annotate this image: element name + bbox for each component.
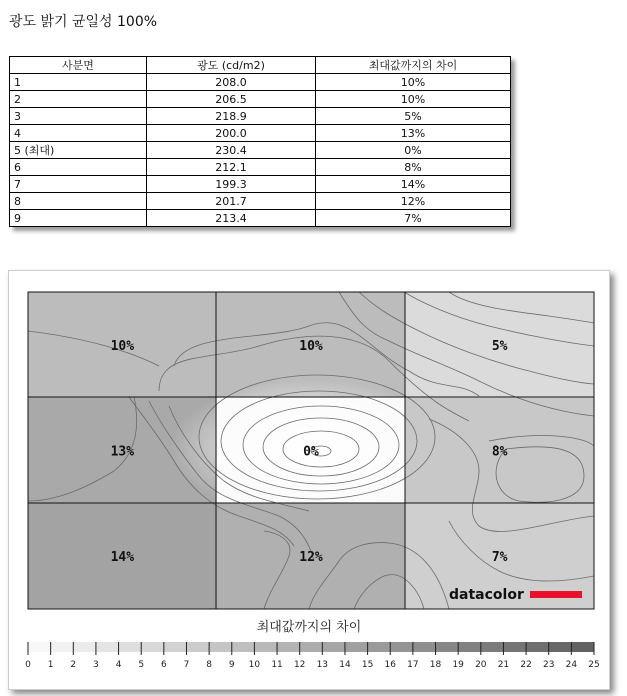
scale-swatch [458, 642, 481, 652]
scale-tick-label: 15 [361, 660, 374, 670]
page-title: 광도 밝기 균일성 100% [9, 14, 158, 30]
cell-quadrant: 2 [10, 91, 147, 108]
cell-quadrant: 8 [10, 193, 147, 210]
scale-tick-label: 22 [520, 660, 532, 670]
quadrant-label-1: 10% [110, 338, 135, 354]
scale-title: 최대값까지의 차이 [256, 620, 362, 635]
cell-quadrant: 6 [10, 159, 147, 176]
luminance-table [9, 56, 511, 227]
scale-tick-label: 6 [160, 660, 167, 670]
scale-swatch [345, 642, 368, 652]
quadrant-label-7: 14% [110, 550, 135, 566]
cell-luminance: 200.0 [147, 125, 316, 142]
datacolor-logo-bar [530, 591, 582, 598]
scale-tick-label: 23 [542, 660, 555, 670]
scale-tick-label: 17 [407, 660, 419, 670]
scale-tick-label: 9 [228, 660, 235, 670]
scale-tick-label: 2 [70, 660, 77, 670]
luminance-table-container [9, 56, 511, 227]
scale-swatch [96, 642, 119, 652]
table-row [10, 91, 511, 108]
quadrant-label-5: 0% [303, 444, 319, 460]
table-row [10, 210, 511, 227]
scale-swatch [186, 642, 209, 652]
table-row [10, 142, 511, 159]
scale-swatch [368, 642, 391, 652]
scale-swatch [254, 642, 277, 652]
scale-swatch [571, 642, 594, 652]
datacolor-logo-text: datacolor [449, 587, 524, 603]
scale-swatch [549, 642, 572, 652]
scale-tick-label: 4 [115, 660, 122, 670]
scale-swatch [119, 642, 142, 652]
quadrant-label-4: 13% [110, 444, 135, 460]
cell-quadrant: 3 [10, 108, 147, 125]
scale-tick-label: 24 [565, 660, 578, 670]
cell-difference: 13% [316, 125, 511, 142]
cell-quadrant: 9 [10, 210, 147, 227]
cell-luminance: 199.3 [147, 176, 316, 193]
cell-quadrant: 5 (최대) [10, 142, 147, 159]
scale-swatch [322, 642, 345, 652]
scale-swatch [277, 642, 300, 652]
scale-tick-label: 5 [138, 660, 145, 670]
scale-tick-label: 18 [429, 660, 442, 670]
scale-tick-label: 16 [384, 660, 396, 670]
scale-tick-label: 25 [588, 660, 600, 670]
scale-tick-label: 12 [293, 660, 306, 670]
scale-swatch [436, 642, 459, 652]
cell-quadrant: 4 [10, 125, 147, 142]
quadrant-label-9: 7% [491, 550, 508, 566]
cell-luminance: 212.1 [147, 159, 316, 176]
scale-swatch [51, 642, 74, 652]
quadrant-label-8: 12% [299, 550, 323, 566]
cell-difference: 0% [316, 142, 511, 159]
cell-luminance: 201.7 [147, 193, 316, 210]
cell-quadrant: 7 [10, 176, 147, 193]
scale-swatch [390, 642, 413, 652]
cell-difference: 10% [316, 74, 511, 91]
quadrant-label-6: 8% [491, 444, 508, 460]
scale-swatch [481, 642, 504, 652]
cell-luminance: 213.4 [147, 210, 316, 227]
scale-tick-label: 10 [248, 660, 261, 670]
cell-luminance: 206.5 [147, 91, 316, 108]
cell-luminance: 208.0 [147, 74, 316, 91]
scale-swatch [413, 642, 436, 652]
scale-tick-label: 0 [25, 660, 31, 670]
cell-luminance: 218.9 [147, 108, 316, 125]
quadrant-label-2: 10% [299, 338, 323, 354]
scale-swatch [28, 642, 51, 652]
uniformity-heatmap [9, 271, 609, 689]
difference-scale [25, 642, 600, 670]
scale-tick-label: 1 [47, 660, 54, 670]
scale-swatch [300, 642, 323, 652]
scale-swatch [209, 642, 232, 652]
table-row [10, 108, 511, 125]
scale-swatch [503, 642, 526, 652]
scale-swatch [73, 642, 96, 652]
quadrant-label-3: 5% [491, 338, 508, 354]
scale-tick-label: 20 [475, 660, 487, 670]
cell-difference: 7% [316, 210, 511, 227]
scale-tick-label: 7 [183, 660, 190, 670]
table-row [10, 125, 511, 142]
scale-swatch [526, 642, 549, 652]
scale-tick-label: 13 [316, 660, 329, 670]
scale-swatch [141, 642, 164, 652]
cell-difference: 14% [316, 176, 511, 193]
cell-luminance: 230.4 [147, 142, 316, 159]
scale-tick-label: 14 [339, 660, 351, 670]
table-row [10, 176, 511, 193]
cell-quadrant: 1 [10, 74, 147, 91]
scale-swatch [164, 642, 187, 652]
header-difference: 최대값까지의 차이 [316, 57, 511, 74]
table-row [10, 193, 511, 210]
cell-difference: 5% [316, 108, 511, 125]
scale-swatch [232, 642, 255, 652]
table-row [10, 159, 511, 176]
scale-tick-label: 19 [452, 660, 464, 670]
header-luminance: 광도 (cd/m2) [147, 57, 316, 74]
cell-difference: 8% [316, 159, 511, 176]
table-row [10, 74, 511, 91]
cell-difference: 10% [316, 91, 511, 108]
scale-tick-label: 8 [206, 660, 212, 670]
cell-difference: 12% [316, 193, 511, 210]
table-header-row [10, 57, 511, 74]
scale-tick-label: 3 [93, 660, 99, 670]
header-quadrant: 사분면 [10, 57, 147, 74]
scale-tick-label: 21 [497, 660, 510, 670]
scale-tick-label: 11 [271, 660, 283, 670]
uniformity-chart-panel [8, 270, 610, 690]
